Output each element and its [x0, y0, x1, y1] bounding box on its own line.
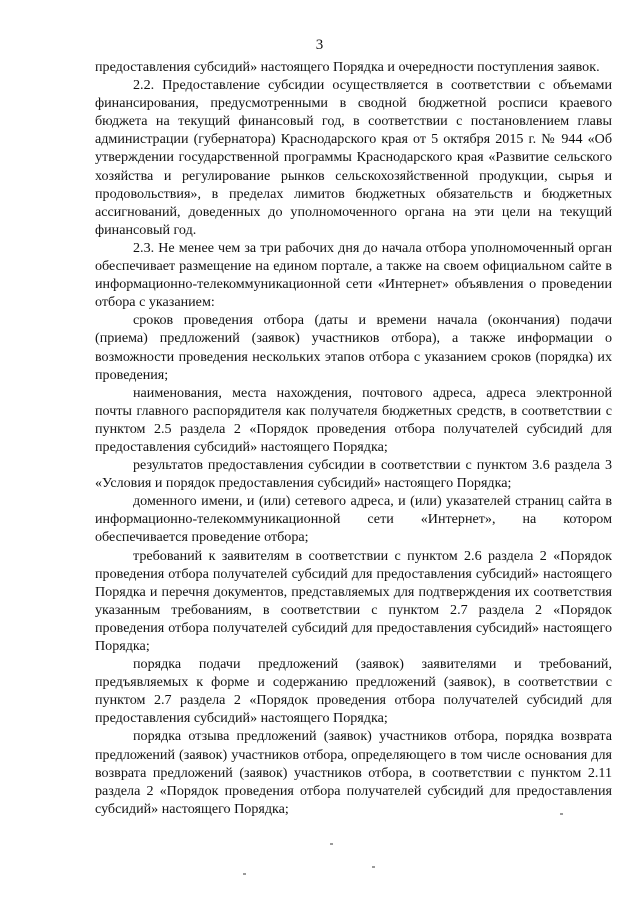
scan-speck: [243, 873, 246, 875]
scan-speck: [560, 813, 563, 815]
list-item-domain: доменного имени, и (или) сетевого адреса, и (или) указателей страниц сайта в информационно-телекоммуникационной сети «Интернет», на котором обеспечивается проведение отбора;: [95, 493, 612, 546]
paragraph-continuation: предоставления субсидий» настоящего Порядка и очередности поступления заявок.: [95, 59, 600, 75]
document-body: [95, 58, 612, 818]
page-number: 3: [315, 37, 324, 53]
scan-speck: [372, 866, 375, 868]
list-item-withdrawal-order: порядка отзыва предложений (заявок) участников отбора, порядка возврата предложений (заявок) участников отбора, определяющего в том числе основания для возврата предложений (заявок) участников отбора, в соответствии с пунктом 2.11 раздела 2 «Порядок проведения отбора получателей субсидий для предоставления субсидий» настоящего Порядка;: [95, 728, 612, 817]
list-item-requirements: требований к заявителям в соответствии с пунктом 2.6 раздела 2 «Порядок проведения отбора получателей субсидий для предоставления субсидий» настоящего Порядка и перечня документов, представляемых для подтверждения их соответствия указанным требованиям, в соответствии с пунктом 2.7 раздела 2 «Порядок проведения отбора получателей субсидий для предоставления субсидий» настоящего Порядка;: [95, 547, 612, 654]
list-item-results: результатов предоставления субсидии в соответствии с пунктом 3.6 раздела 3 «Условия и порядок предоставления субсидий» настоящего Порядка;: [95, 457, 612, 492]
paragraph-2-2: 2.2. Предоставление субсидии осуществляется в соответствии с объемами финансирования, предусмотренными в сводной бюджетной росписи краевого бюджета на текущий финансовый год, в соответствии с постановлением главы администрации (губернатора) Краснодарского края от 5 октября 2015 г. № 944 «Об утверждении государственной программы Краснодарского края «Развитие сельского хозяйства и регулирование рынков сельскохозяйственной продукции, сырья и продовольствия», в пределах лимитов бюджетных обязательств и бюджетных ассигнований, доведенных до уполномоченного органа на эти цели на текущий финансовый год.: [95, 77, 612, 238]
list-item-name-address: наименования, места нахождения, почтового адреса, адреса электронной почты главного распорядителя как получателя бюджетных средств, в соответствии с пунктом 2.5 раздела 2 «Порядок проведения отбора получателей субсидий для предоставления субсидий» настоящего Порядка;: [95, 384, 612, 455]
scan-speck: [330, 843, 333, 845]
paragraph-2-3: 2.3. Не менее чем за три рабочих дня до начала отбора уполномоченный орган обеспечивает размещение на едином портале, а также на своем официальном сайте в информационно-телекоммуникационной сети «Интернет» объявления о проведении отбора с указанием:: [95, 239, 612, 311]
list-item-deadlines: сроков проведения отбора (даты и времени начала (окончания) подачи (приема) предложений (заявок) участников отбора), а также информации о возможности проведения нескольких этапов отбора с указанием сроков (порядка) их проведения;: [95, 312, 612, 383]
list-item-submission-order: порядка подачи предложений (заявок) заявителями и требований, предъявляемых к форме и содержанию предложений (заявок), в соответствии с пунктом 2.7 раздела 2 «Порядок проведения отбора получателей субсидий для предоставления субсидий» настоящего Порядка;: [95, 656, 612, 727]
